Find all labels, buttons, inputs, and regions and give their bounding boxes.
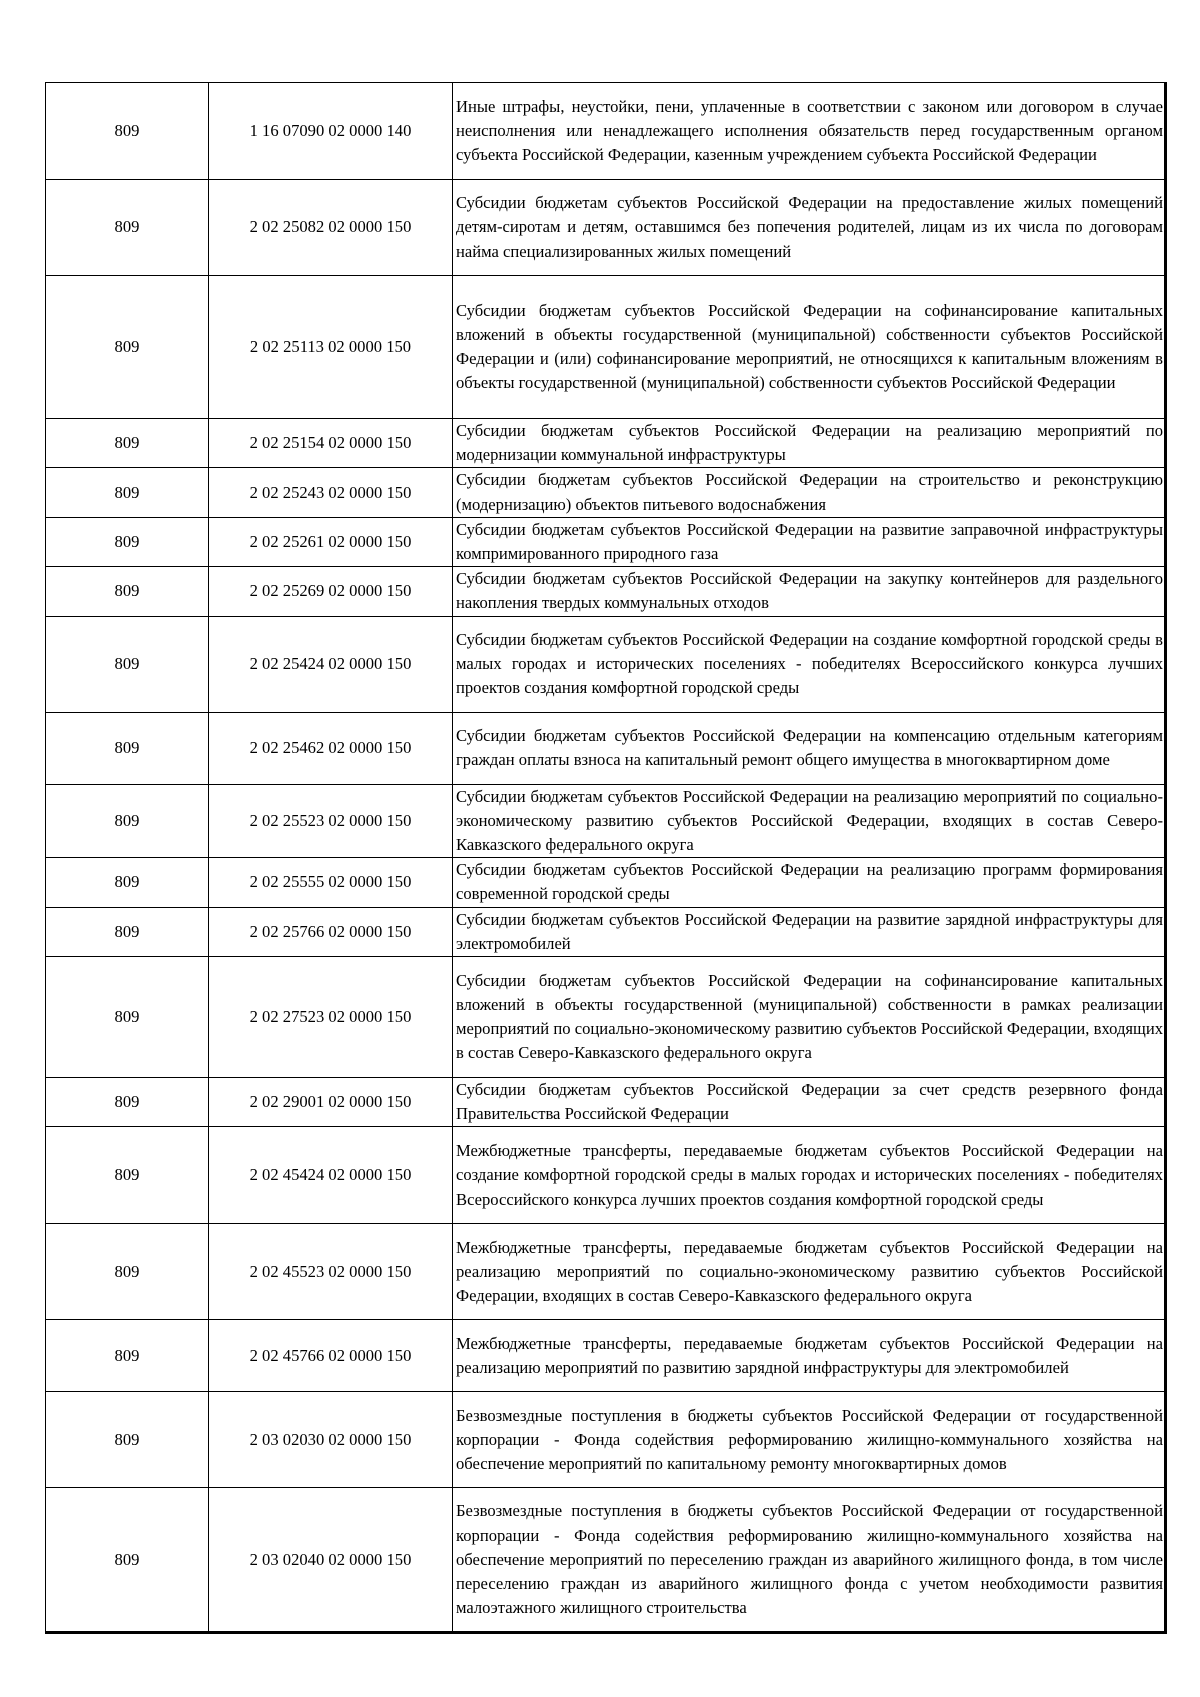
description-cell: Межбюджетные трансферты, передаваемые бюджетам субъектов Российской Федерации на создание комфортной городской среды в малых городах и исторических поселениях - победителях Всероссийского конкурса лучших проектов создания комфортной городской среды — [453, 1127, 1166, 1224]
table-row — [46, 1078, 1166, 1127]
budget-code-cell: 2 03 02040 02 0000 150 — [209, 1488, 453, 1633]
admin-code-cell: 809 — [46, 1488, 209, 1633]
budget-code-cell: 2 02 25462 02 0000 150 — [209, 712, 453, 784]
description-cell: Субсидии бюджетам субъектов Российской Федерации за счет средств резервного фонда Правительства Российской Федерации — [453, 1078, 1166, 1127]
admin-code-cell: 809 — [46, 1320, 209, 1392]
table-row — [46, 567, 1166, 616]
budget-code-cell: 2 02 25424 02 0000 150 — [209, 616, 453, 712]
table-row — [46, 1320, 1166, 1392]
budget-code-cell: 2 02 25523 02 0000 150 — [209, 784, 453, 858]
table-row — [46, 83, 1166, 180]
admin-code-cell: 809 — [46, 1078, 209, 1127]
admin-code-cell: 809 — [46, 419, 209, 468]
budget-code-cell: 2 02 25261 02 0000 150 — [209, 517, 453, 566]
admin-code-cell: 809 — [46, 1127, 209, 1224]
admin-code-cell: 809 — [46, 858, 209, 907]
budget-code-cell: 2 02 25766 02 0000 150 — [209, 907, 453, 956]
description-cell: Субсидии бюджетам субъектов Российской Федерации на софинансирование капитальных вложений в объекты государственной (муниципальной) собственности субъектов Российской Федерации и (или) софинансирование мероприятий, не относящихся к капитальным вложениям в объекты государственной (муниципальной) собственности субъектов Российской Федерации — [453, 276, 1166, 419]
table-row — [46, 1224, 1166, 1320]
description-cell: Субсидии бюджетам субъектов Российской Федерации на реализацию программ формирования современной городской среды — [453, 858, 1166, 907]
table-row — [46, 180, 1166, 276]
table-row — [46, 517, 1166, 566]
budget-code-cell: 2 02 45424 02 0000 150 — [209, 1127, 453, 1224]
description-cell: Субсидии бюджетам субъектов Российской Федерации на создание комфортной городской среды в малых городах и исторических поселениях - победителях Всероссийского конкурса лучших проектов создания комфортной городской среды — [453, 616, 1166, 712]
description-cell: Субсидии бюджетам субъектов Российской Федерации на реализацию мероприятий по модернизации коммунальной инфраструктуры — [453, 419, 1166, 468]
admin-code-cell: 809 — [46, 567, 209, 616]
description-cell: Межбюджетные трансферты, передаваемые бюджетам субъектов Российской Федерации на реализацию мероприятий по социально-экономическому развитию субъектов Российской Федерации, входящих в состав Северо-Кавказского федерального округа — [453, 1224, 1166, 1320]
admin-code-cell: 809 — [46, 784, 209, 858]
budget-code-cell: 2 02 25082 02 0000 150 — [209, 180, 453, 276]
table-row — [46, 712, 1166, 784]
table-row — [46, 1392, 1166, 1488]
budget-code-cell: 2 02 25113 02 0000 150 — [209, 276, 453, 419]
description-cell: Субсидии бюджетам субъектов Российской Федерации на развитие зарядной инфраструктуры для электромобилей — [453, 907, 1166, 956]
admin-code-cell: 809 — [46, 468, 209, 517]
budget-code-cell: 2 02 45766 02 0000 150 — [209, 1320, 453, 1392]
table-row — [46, 784, 1166, 858]
table-row — [46, 1127, 1166, 1224]
budget-code-cell: 2 02 25555 02 0000 150 — [209, 858, 453, 907]
budget-codes-table — [45, 82, 1167, 1634]
admin-code-cell: 809 — [46, 276, 209, 419]
table-row — [46, 276, 1166, 419]
budget-code-cell: 2 02 27523 02 0000 150 — [209, 957, 453, 1078]
description-cell: Субсидии бюджетам субъектов Российской Федерации на строительство и реконструкцию (модернизацию) объектов питьевого водоснабжения — [453, 468, 1166, 517]
table-row — [46, 957, 1166, 1078]
admin-code-cell: 809 — [46, 616, 209, 712]
description-cell: Межбюджетные трансферты, передаваемые бюджетам субъектов Российской Федерации на реализацию мероприятий по развитию зарядной инфраструктуры для электромобилей — [453, 1320, 1166, 1392]
admin-code-cell: 809 — [46, 1224, 209, 1320]
budget-code-cell: 2 02 29001 02 0000 150 — [209, 1078, 453, 1127]
budget-code-cell: 2 02 25154 02 0000 150 — [209, 419, 453, 468]
admin-code-cell: 809 — [46, 83, 209, 180]
budget-code-cell: 2 02 25243 02 0000 150 — [209, 468, 453, 517]
description-cell: Субсидии бюджетам субъектов Российской Федерации на реализацию мероприятий по социально-экономическому развитию субъектов Российской Федерации, входящих в состав Северо-Кавказского федерального округа — [453, 784, 1166, 858]
budget-code-cell: 2 02 45523 02 0000 150 — [209, 1224, 453, 1320]
admin-code-cell: 809 — [46, 180, 209, 276]
table-row — [46, 468, 1166, 517]
admin-code-cell: 809 — [46, 1392, 209, 1488]
budget-code-cell: 2 02 25269 02 0000 150 — [209, 567, 453, 616]
admin-code-cell: 809 — [46, 712, 209, 784]
description-cell: Иные штрафы, неустойки, пени, уплаченные в соответствии с законом или договором в случае неисполнения или ненадлежащего исполнения обязательств перед государственным органом субъекта Российской Федерации, казенным учреждением субъекта Российской Федерации — [453, 83, 1166, 180]
description-cell: Субсидии бюджетам субъектов Российской Федерации на развитие заправочной инфраструктуры компримированного природного газа — [453, 517, 1166, 566]
admin-code-cell: 809 — [46, 957, 209, 1078]
description-cell: Субсидии бюджетам субъектов Российской Федерации на софинансирование капитальных вложений в объекты государственной (муниципальной) собственности в рамках реализации мероприятий по социально-экономическому развитию субъектов Российской Федерации, входящих в состав Северо-Кавказского федерального округа — [453, 957, 1166, 1078]
table-row — [46, 616, 1166, 712]
budget-code-cell: 2 03 02030 02 0000 150 — [209, 1392, 453, 1488]
description-cell: Субсидии бюджетам субъектов Российской Федерации на предоставление жилых помещений детям-сиротам и детям, оставшимся без попечения родителей, лицам из их числа по договорам найма специализированных жилых помещений — [453, 180, 1166, 276]
admin-code-cell: 809 — [46, 517, 209, 566]
description-cell: Субсидии бюджетам субъектов Российской Федерации на компенсацию отдельным категориям граждан оплаты взноса на капитальный ремонт общего имущества в многоквартирном доме — [453, 712, 1166, 784]
budget-code-cell: 1 16 07090 02 0000 140 — [209, 83, 453, 180]
description-cell: Субсидии бюджетам субъектов Российской Федерации на закупку контейнеров для раздельного накопления твердых коммунальных отходов — [453, 567, 1166, 616]
table-row — [46, 419, 1166, 468]
table-row — [46, 1488, 1166, 1633]
admin-code-cell: 809 — [46, 907, 209, 956]
description-cell: Безвозмездные поступления в бюджеты субъектов Российской Федерации от государственной корпорации - Фонда содействия реформированию жилищно-коммунального хозяйства на обеспечение мероприятий по капитальному ремонту многоквартирных домов — [453, 1392, 1166, 1488]
description-cell: Безвозмездные поступления в бюджеты субъектов Российской Федерации от государственной корпорации - Фонда содействия реформированию жилищно-коммунального хозяйства на обеспечение мероприятий по переселению граждан из аварийного жилищного фонда, в том числе переселению граждан из аварийного жилищного фонда с учетом необходимости развития малоэтажного жилищного строительства — [453, 1488, 1166, 1633]
table-row — [46, 858, 1166, 907]
table-row — [46, 907, 1166, 956]
